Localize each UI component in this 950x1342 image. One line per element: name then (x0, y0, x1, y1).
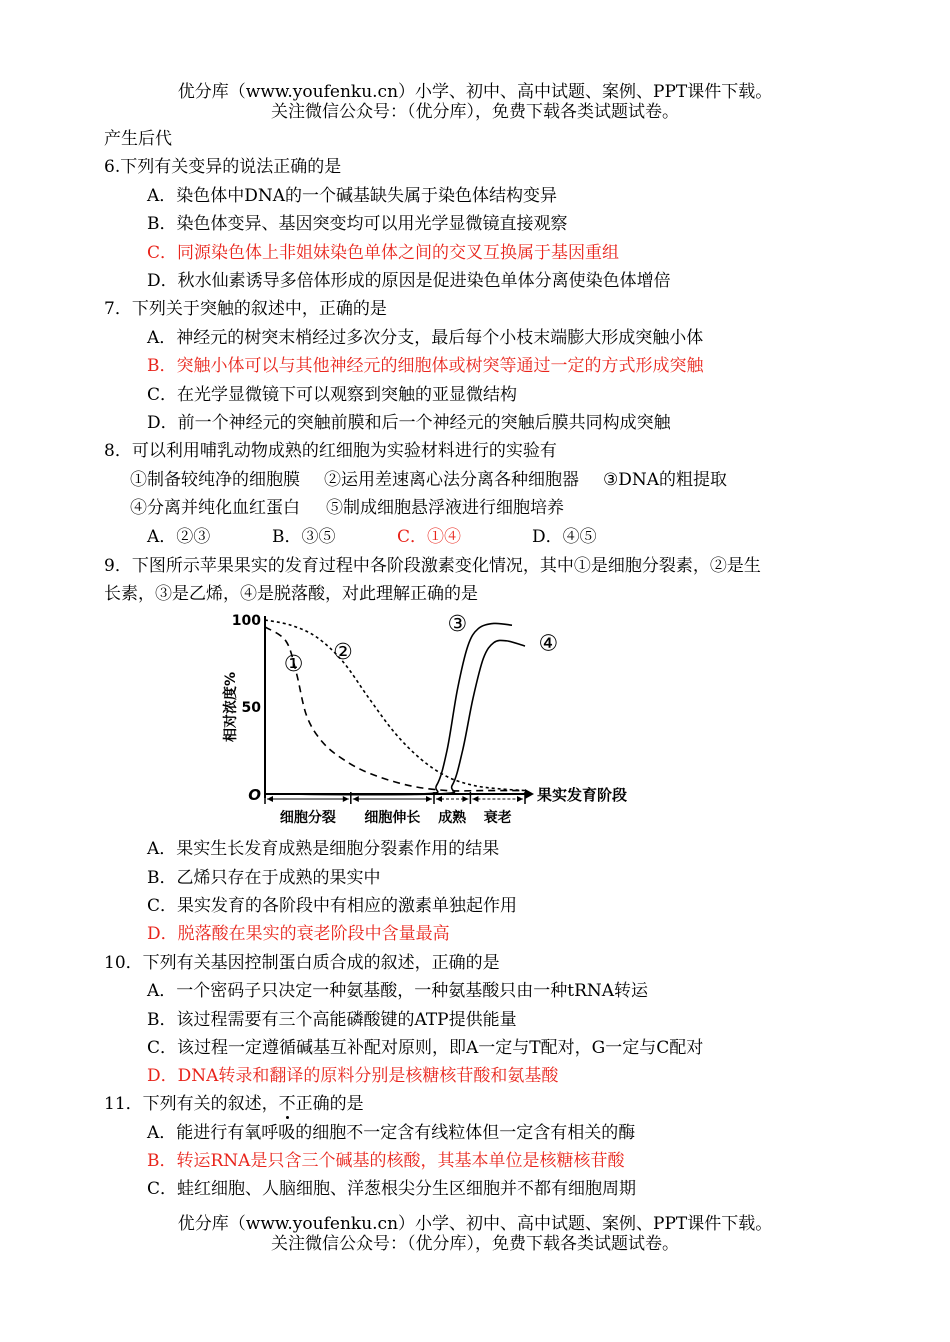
q11-stem (104, 1093, 364, 1115)
q8-stem: 8．可以利用哺乳动物成熟的红细胞为实验材料进行的实验有 (104, 441, 557, 461)
series-line-4 (265, 640, 525, 794)
continuation-text: 产生后代 (104, 129, 172, 149)
footer-line-2: 关注微信公众号：（优分库），免费下载各类试题试卷。 (271, 1234, 679, 1254)
stage-arrow-head-left (267, 796, 273, 802)
q8-item-4: ④分离并纯化血红蛋白 (130, 498, 300, 518)
q7-stem: 7．下列关于突触的叙述中，正确的是 (104, 299, 387, 319)
hormone-chart (200, 606, 660, 834)
series-label-1: ① (283, 652, 304, 678)
q11-stem-before: 11．下列有关的叙述， (104, 1094, 279, 1114)
q6-option-b: B．染色体变异、基因突变均可以用光学显微镜直接观察 (147, 214, 568, 234)
q9-option-c: C．果实发育的各阶段中有相应的激素单独起作用 (147, 896, 518, 916)
q7-option-a: A．神经元的树突末梢经过多次分支，最后每个小枝末端膨大形成突触小体 (147, 328, 704, 348)
x-axis-arrow (525, 789, 534, 799)
series-label-3: ③ (447, 612, 468, 638)
y-tick-label: 50 (241, 700, 261, 716)
q10-option-c: C．该过程一定遵循碱基互补配对原则，即A一定与T配对，G一定与C配对 (147, 1038, 704, 1058)
stage-arrow-head-left (472, 796, 478, 802)
q6-option-c: C．同源染色体上非姐妹染色单体之间的交叉互换属于基因重组 (147, 243, 620, 263)
q6-stem: 6.下列有关变异的说法正确的是 (104, 157, 342, 177)
q7-option-b: B．突触小体可以与其他神经元的细胞体或树突等通过一定的方式形成突触 (147, 356, 704, 376)
q11-stem-emphasis: 不 (278, 1094, 296, 1114)
header-line-1: 优分库（www.youfenku.cn）小学、初中、高中试题、案例、PPT课件下载。 (177, 82, 773, 102)
x-axis-label: 果实发育阶段 (537, 786, 628, 804)
header-line-2: 关注微信公众号：（优分库），免费下载各类试题试卷。 (271, 102, 679, 122)
q9-stem-line-1: 9．下图所示苹果果实的发育过程中各阶段激素变化情况，其中①是细胞分裂素，②是生 (104, 556, 761, 576)
q11-option-c: C．蛙红细胞、人脑细胞、洋葱根尖分生区细胞并不都有细胞周期 (147, 1179, 637, 1199)
plot-area (222, 612, 627, 826)
q11-stem-after: 正确的是 (295, 1094, 364, 1114)
q8-item-5: ⑤制成细胞悬浮液进行细胞培养 (326, 498, 564, 518)
q10-option-d: D．DNA转录和翻译的原料分别是核糖核苷酸和氨基酸 (147, 1066, 559, 1086)
q6-option-d: D．秋水仙素诱导多倍体形成的原因是促进染色单体分离使染色体增倍 (147, 271, 671, 291)
stage-arrow-head-right (462, 796, 468, 802)
q11-option-b: B．转运RNA是只含三个碱基的核酸，其基本单位是核糖核苷酸 (147, 1151, 625, 1171)
stage-label: 成熟 (438, 810, 467, 826)
series-line-3 (265, 623, 512, 794)
origin-label: O (248, 786, 261, 804)
stage-arrow-head-right (343, 796, 349, 802)
stage-arrow-head-left (436, 796, 442, 802)
stage-arrow-head-right (517, 796, 523, 802)
q8-items-row-2 (130, 497, 564, 519)
q8-choice-b: B．③⑤ (272, 527, 336, 547)
stage-arrow-head-left (353, 796, 359, 802)
stage-label: 衰老 (483, 810, 512, 826)
q10-option-b: B．该过程需要有三个高能磷酸键的ATP提供能量 (147, 1010, 517, 1030)
q11-option-a: A．能进行有氧呼吸的细胞不一定含有线粒体但一定含有相关的酶 (147, 1123, 636, 1143)
q6-option-a: A．染色体中DNA的一个碱基缺失属于染色体结构变异 (147, 186, 558, 206)
q9-option-b: B．乙烯只存在于成熟的果实中 (147, 868, 381, 888)
q8-items-row-1 (130, 469, 727, 491)
stage-arrow-head-right (426, 796, 432, 802)
y-tick-label: 100 (231, 613, 261, 629)
q8-choice-a: A．②③ (147, 527, 211, 547)
q7-option-d: D．前一个神经元的突触前膜和后一个神经元的突触后膜共同构成突触 (147, 413, 671, 433)
q9-stem-line-2: 长素，③是乙烯，④是脱落酸，对此理解正确的是 (104, 584, 478, 604)
q10-option-a: A．一个密码子只决定一种氨基酸，一种氨基酸只由一种tRNA转运 (147, 981, 649, 1001)
series-label-2: ② (333, 640, 353, 666)
q8-choice-d: D．④⑤ (532, 527, 597, 547)
q8-choices (147, 526, 597, 548)
series-line-2 (265, 620, 525, 791)
q7-option-c: C．在光学显微镜下可以观察到突触的亚显微结构 (147, 385, 518, 405)
q10-stem: 10．下列有关基因控制蛋白质合成的叙述，正确的是 (104, 953, 500, 973)
stage-label: 细胞分裂 (279, 810, 336, 826)
y-axis-label: 相对浓度% (223, 671, 239, 743)
stage-label: 细胞伸长 (364, 810, 421, 826)
q8-choice-c: C．①④ (397, 527, 462, 547)
q8-item-2: ②运用差速离心法分离各种细胞器 (324, 470, 579, 490)
q8-item-1: ①制备较纯净的细胞膜 (130, 470, 300, 490)
q8-item-3: ③DNA的粗提取 (603, 470, 728, 490)
q9-option-d: D．脱落酸在果实的衰老阶段中含量最高 (147, 924, 450, 944)
footer-line-1: 优分库（www.youfenku.cn）小学、初中、高中试题、案例、PPT课件下载。 (177, 1214, 773, 1234)
q9-option-a: A．果实生长发育成熟是细胞分裂素作用的结果 (147, 839, 500, 859)
series-label-4: ④ (538, 631, 559, 657)
